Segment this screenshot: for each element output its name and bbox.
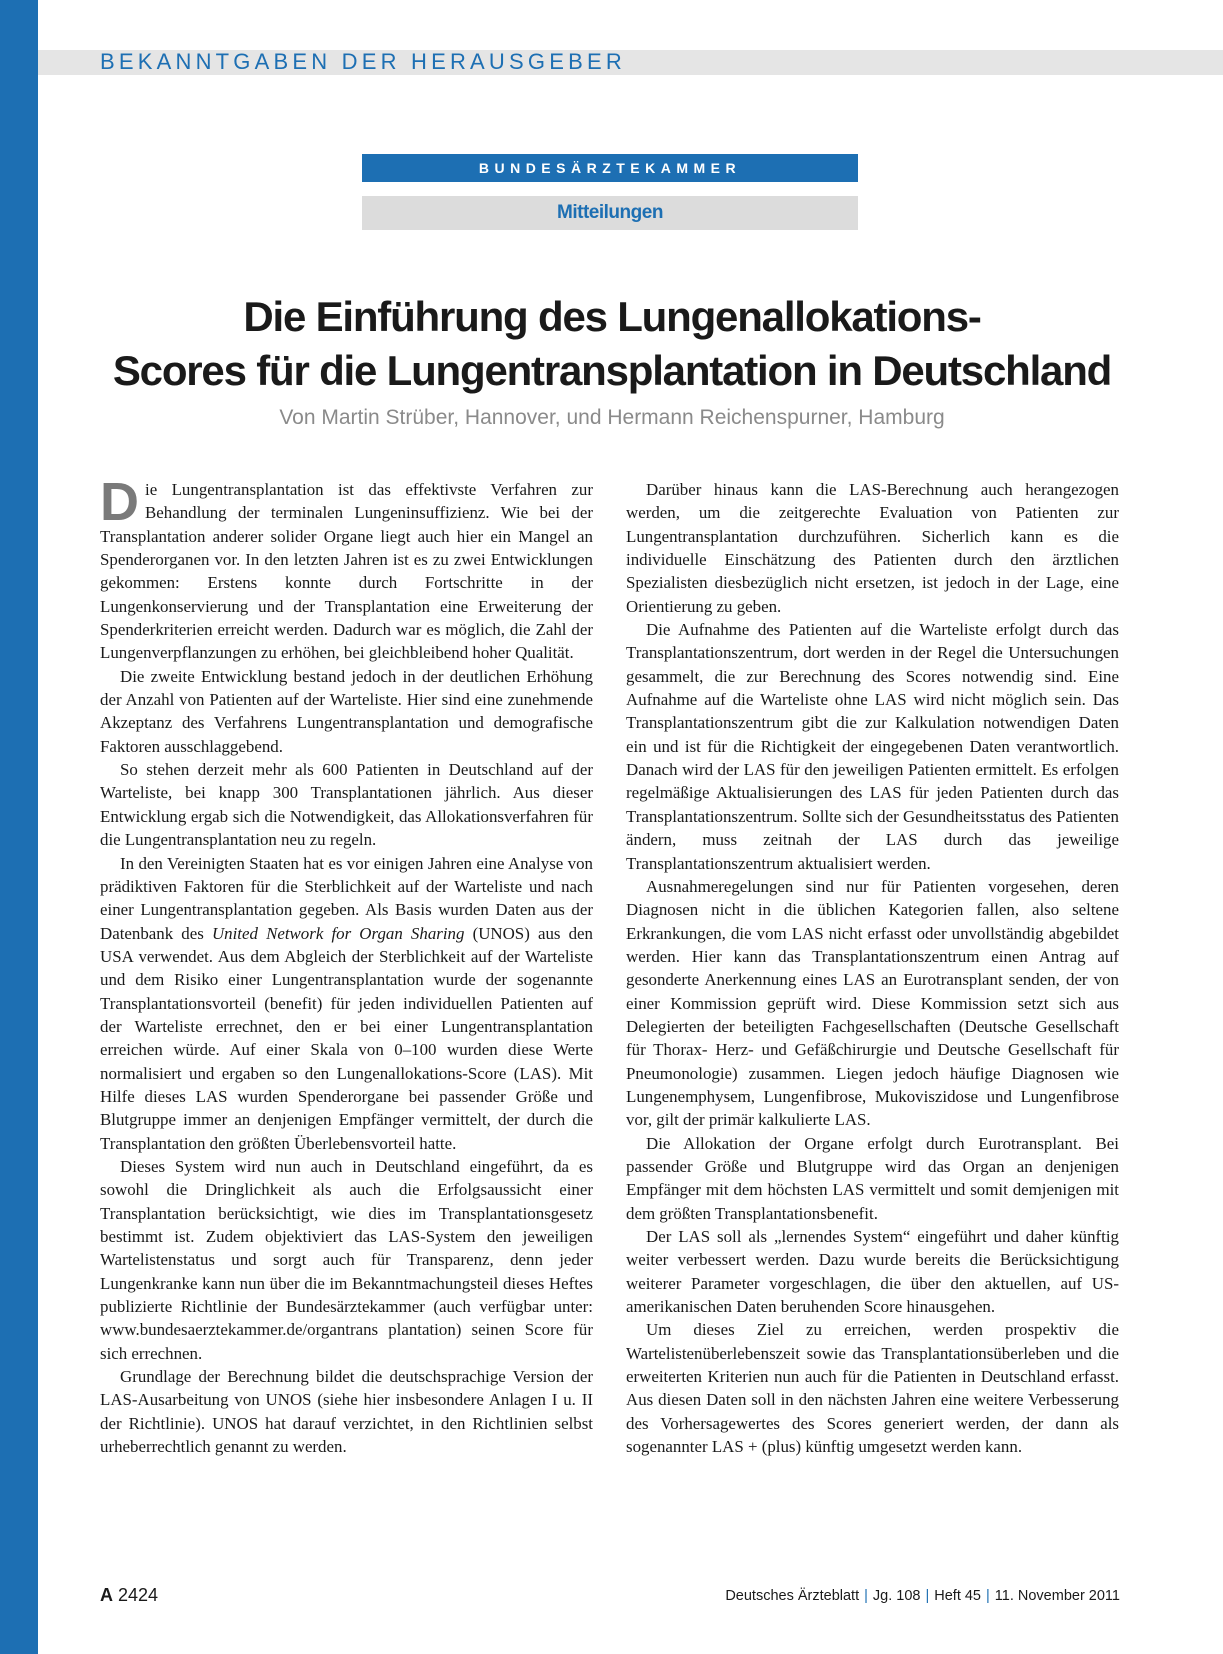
- paragraph-text: In den Vereinigten Staaten hat es vor einigen Jahren eine Analyse von prädiktiven Faktoren für die Sterblichkeit auf der Warteliste und nach einer Lungentransplantation gegeben. Als Basis wurden Daten aus der Datenbank des: [100, 853, 593, 943]
- separator: |: [864, 1588, 868, 1604]
- paragraph: Der LAS soll als „lernendes System“ eingeführt und daher künftig weiter verbessert werden. Dazu wurde bereits die Berücksichtigung weiterer Parameter vorgeschlagen, die über den aktuellen, auf US-amerikanischen Daten beruhenden Score hinausgehen.: [626, 1227, 1119, 1317]
- journal-name: Deutsches Ärzteblatt: [725, 1588, 860, 1604]
- paragraph: [100, 472, 593, 665]
- paragraph: Um dieses Ziel zu erreichen, werden prospektiv die Wartelistenüberlebenszeit sowie das Transplantationsüberleben und die erweiterten Kriterien nun auch für die Patienten in Deutschland erfasst. Aus diesen Daten soll in den nächsten Jahren eine weitere Verbesserung des Vorhersagewertes des Scores generiert werden, der dann als sogenannter LAS + (plus) künftig umgesetzt werden kann.: [626, 1320, 1119, 1457]
- organization-name-italic: United Network for Organ Sharing: [211, 923, 465, 943]
- title-line-1: Die Einführung des Lungenallokations-: [243, 293, 981, 340]
- drop-cap: D: [100, 472, 139, 532]
- paragraph: So stehen derzeit mehr als 600 Patienten in Deutschland auf der Warteliste, bei knapp 300 Transplantationen jährlich. Aus dieser Entwicklung ergab sich die Notwendigkeit, das Allokationsverfahren für die Lungentransplantation neu zu regeln.: [100, 760, 593, 850]
- journal-info: [725, 1585, 1120, 1607]
- paragraph: Ausnahmeregelungen sind nur für Patienten vorgesehen, deren Diagnosen nicht in die üblichen Kategorien fallen, also seltene Erkrankungen, die vom LAS nicht erfasst oder unvollständig abgebildet werden. Hier kann das Transplantationszentrum einen Antrag auf gesonderte Anerkennung eines LAS an Eurotransplant senden, der von einer Kommission geprüft wird. Diese Kommission setzt sich aus Delegierten der beteiligten Fachgesellschaften (Deutsche Gesellschaft für Thorax- Herz- und Gefäßchirurgie und Deutsche Gesellschaft für Pneumonologie) zusammen. Liegen jedoch häufige Diagnosen wie Lungenemphysem, Lungenfibrose, Mukoviszidose und Lungenfibrose vor, gilt der primär kalkulierte LAS.: [626, 876, 1119, 1130]
- journal-date: 11. November 2011: [994, 1588, 1120, 1604]
- separator: |: [925, 1588, 930, 1604]
- organization-label: BUNDESÄRZTEKAMMER: [362, 154, 858, 182]
- paragraph: Die zweite Entwicklung bestand jedoch in der deutlichen Erhöhung der Anzahl von Patienten auf der Warteliste. Hier sind eine zunehmende Akzeptanz des Verfahrens Lungentransplantation und demografische Faktoren ausschlaggebend.: [100, 666, 593, 756]
- text-column-right: [626, 478, 1119, 1458]
- paragraph: [100, 852, 593, 1155]
- paragraph: Dieses System wird nun auch in Deutschland eingeführt, da es sowohl die Dringlichkeit als auch die Erfolgsaussicht einer Transplantation berücksichtigt, wie dies im Transplantationsgesetz bestimmt ist. Zudem objektiviert das LAS-System den jeweiligen Wartelistenstatus und sorgt auch für Transparenz, denn jeder Lungenkranke kann nun über die im Bekanntmachungsteil dieses Heftes publizierte Richtlinie der Bundesärztekammer (auch verfügbar unter: www.bundesaerztekammer.de/organtrans plantation) seinen Score für sich errechnen.: [100, 1156, 593, 1363]
- paragraph: Darüber hinaus kann die LAS-Berechnung auch herangezogen werden, um die zeitgerechte Evaluation von Patienten zur Lungentransplantation durchzuführen. Sicherlich kann es die individuelle Einschätzung des Patienten durch den ärztlichen Spezialisten diesbezüglich nicht ersetzen, ist jedoch in der Lage, eine Orientierung zu geben.: [626, 480, 1119, 616]
- paragraph-text: (UNOS) aus den USA verwendet. Aus dem Abgleich der Sterblichkeit auf der Warteliste und dem Risiko einer Lungentransplantation wurde der sogenannte Transplantationsvorteil (benefit) für jeden individuellen Patienten auf der Warteliste errechnet, den er bei einer Lungentransplantation erreichen würde. Auf einer Skala von 0–100 wurden diese Werte normalisiert und ergaben so den Lungenallokations-Score (LAS). Mit Hilfe dieses LAS wurden Spenderorgane bei passender Größe und Blutgruppe immer an denjenigen Empfänger vermittelt, der durch die Transplantation den größten Überlebensvorteil hatte.: [100, 923, 594, 1153]
- left-accent-bar: [0, 0, 38, 1654]
- page-number: [100, 1583, 158, 1607]
- paragraph: Grundlage der Berechnung bildet die deutschsprachige Version der LAS-Ausarbeitung von UNOS (siehe hier insbesondere Anlagen I u. II der Richtlinie). UNOS hat darauf verzichtet, in den Richtlinien selbst urheberrechtlich genannt zu werden.: [100, 1367, 593, 1457]
- article-byline: Von Martin Strüber, Hannover, und Hermann Reichenspurner, Hamburg: [279, 406, 945, 429]
- subsection-label: Mitteilungen: [362, 196, 858, 230]
- page-prefix: A: [100, 1585, 113, 1605]
- paragraph: Die Aufnahme des Patienten auf die Warteliste erfolgt durch das Transplantationszentrum, dort werden in der Regel die Untersuchungen gesammelt, die zur Berechnung des Scores notwendig sind. Eine Aufnahme auf die Warteliste ohne LAS wird nicht möglich sein. Das Transplantationszentrum gibt die zur Kalkulation notwendigen Daten ein und ist für die Richtigkeit der eingegebenen Daten verantwortlich. Danach wird der LAS für den jeweiligen Patienten ermittelt. Es erfolgen regelmäßige Aktualisierungen des LAS für jeden Patienten durch das Transplantationszentrum. Sollte sich der Gesundheitsstatus des Patienten ändern, muss zeitnah der LAS durch das jeweilige Transplantationszentrum aktualisiert werden.: [626, 620, 1119, 873]
- section-header: BEKANNTGABEN DER HERAUSGEBER: [100, 49, 626, 74]
- paragraph-text: ie Lungentransplantation ist das effektivste Verfahren zur Behandlung der terminalen Lungeninsuffizienz. Wie bei der Transplantation anderer solider Organe liegt auch hier ein Mangel an Spenderorganen vor. In den letzten Jahren ist es zu zwei Entwicklungen gekommen: Erstens konnte durch Fortschritte in der Lungenkonservierung und der Transplantation eine Erweiterung der Spenderkriterien erreicht werden. Dadurch war es möglich, die Zahl der Lungenverpflanzungen zu erhöhen, bei gleichbleibend hoher Qualität.: [100, 480, 593, 663]
- article-title: [62, 290, 1162, 398]
- paragraph: Die Allokation der Organe erfolgt durch Eurotransplant. Bei passender Größe und Blutgruppe wird das Organ an denjenigen Empfänger mit dem höchsten LAS vermittelt und somit demjenigen mit dem größten Transplantationsbenefit.: [626, 1133, 1119, 1223]
- text-column-left: [100, 472, 594, 1458]
- journal-volume: Jg. 108: [872, 1588, 921, 1604]
- separator: |: [986, 1588, 990, 1604]
- page-number-value: 2424: [118, 1585, 159, 1605]
- journal-issue: Heft 45: [934, 1588, 981, 1604]
- title-line-2: Scores für die Lungentransplantation in Deutschland: [112, 347, 1112, 394]
